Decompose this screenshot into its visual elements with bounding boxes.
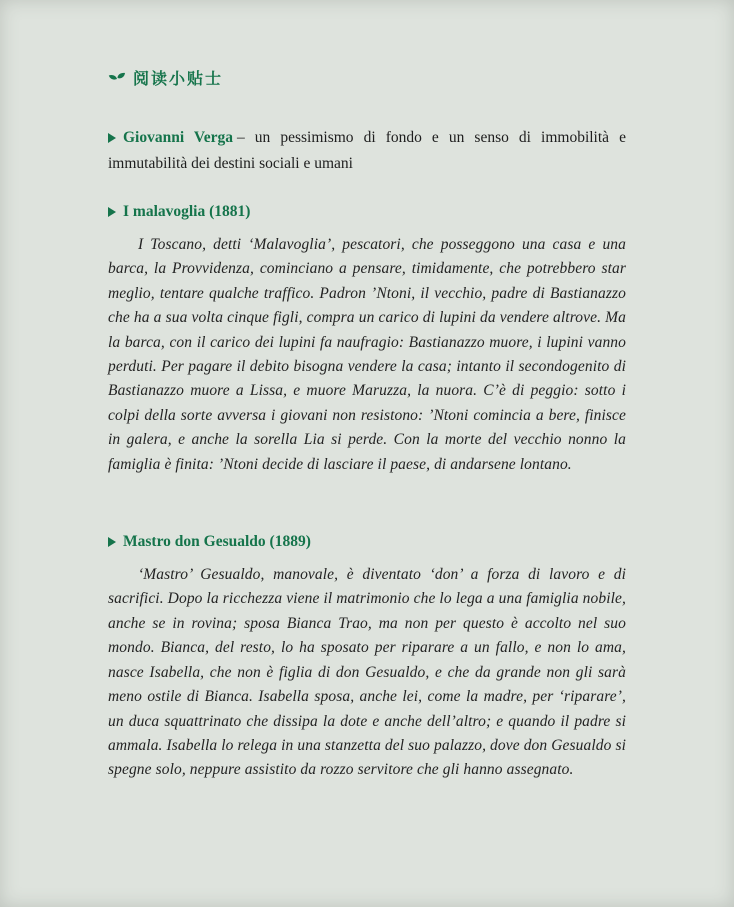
author-description: – un pessimismo di fondo e un senso di immobilità e immutabilità dei destini sociali e umani: [108, 129, 626, 172]
work-heading-malavoglia: [108, 201, 626, 223]
page-content: [108, 66, 626, 783]
work-title: I malavoglia (1881): [123, 203, 251, 220]
bullet-triangle-icon: [108, 133, 116, 143]
work-summary-malavoglia: I Toscano, detti ‘Malavoglia’, pescatori, che posseggono una casa e una barca, la Provvidenza, cominciano a pensare, timidamente, che potrebbero star meglio, tentare qualche traffico. Padron ’Ntoni, il vecchio, padre di Bastianazzo che ha a sua volta cinque figli, compra un carico di lupini da vendere altrove. Ma la barca, con il carico dei lupini fa naufragio: Bastianazzo muore, i lupini vanno perduti. Per pagare il debito bisogna vendere la casa; intanto il secondogenito di Bastianazzo muore a Lissa, e muore Maruzza, la nuora. C’è di peggio: sotto i colpi della sorte avversa i giovani non resistono: ’Ntoni comincia a bere, finisce in galera, e anche la sorella Lia si perde. Con la morte del vecchio nonno la famiglia è finita: ’Ntoni decide di lasciare il paese, di andarsene lontano.: [108, 236, 626, 473]
work-title: Mastro don Gesualdo (1889): [123, 533, 311, 551]
author-name: Giovanni Verga: [123, 129, 233, 146]
work-summary-gesualdo: ‘Mastro’ Gesualdo, manovale, è diventato ‘don’ a forza di lavoro e di sacrifici. Dopo la ricchezza viene il matrimonio che lo lega a una famiglia nobile, anche se in rovina; sposa Bianca Trao, ma non per questo è accolto nel suo mondo. Bianca, del resto, lo ha sposato per riparare a un fallo, e non lo ama, nasce Isabella, che non è figlia di don Gesualdo, e che da grande non gli sarà meno ostile di Bianca. Isabella sposa, anche lei, come la madre, per ‘riparare’, un duca squattrinato che dissipa la dote e anche dell’altro; e quando il padre si ammala. Isabella lo relega in una stanzetta del suo palazzo, dove don Gesualdo si spegne solo, neppure assistito da rozzo servitore che gli hanno assegnato.: [108, 566, 626, 779]
work-heading-gesualdo: [108, 531, 626, 553]
bullet-triangle-icon: [108, 207, 116, 217]
reading-tips-header: [108, 66, 626, 89]
author-entry: [108, 125, 626, 177]
reading-tips-title: 阅读小贴士: [133, 71, 224, 88]
spacer: [108, 477, 626, 495]
bullet-triangle-icon: [108, 537, 116, 547]
leaf-icon: [108, 71, 126, 85]
